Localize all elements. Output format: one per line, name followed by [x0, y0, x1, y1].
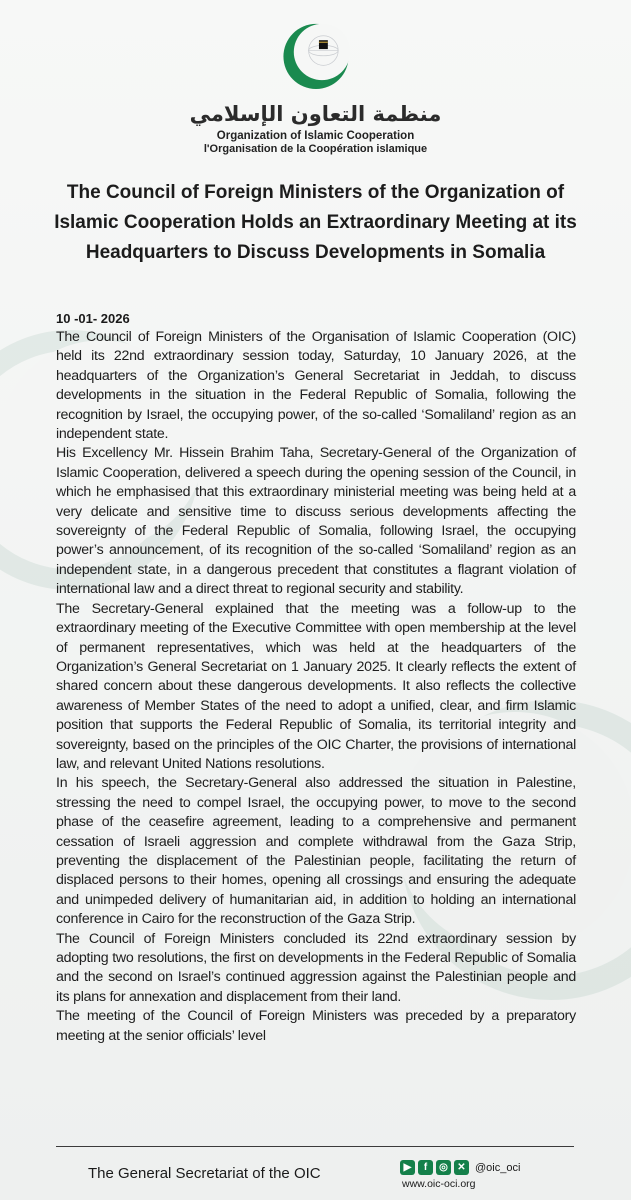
footer-secretariat: The General Secretariat of the OIC: [88, 1165, 321, 1182]
footer-divider: [56, 1146, 574, 1147]
paragraph-3: The Secretary-General explained that the meeting was a follow-up to the extraordinary meeting of the Executive Committee with open membership at the level of permanent representatives, which was held at the headquarters of the Organization’s General Secretariat on 1 January 2025. It clearly reflects the extent of shared concern about these dangerous developments. It also reflects the collective awareness of Member States of the need to adopt a unified, clear, and firm Islamic position that supports the Federal Republic of Somalia, its territorial integrity and sovereignty, based on the principles of the OIC Charter, the provisions of international law, and relevant United Nations resolutions.: [56, 600, 576, 772]
paragraph-1: The Council of Foreign Ministers of the Organisation of Islamic Cooperation (OIC) held its 22nd extraordinary session today, Saturday, 10 January 2026, at the headquarters of the Organization’s General Secretariat in Jeddah, to discuss developments in the situation in the Federal Republic of Somalia, following the recognition by Israel, the occupying power, of the so-called ‘Somaliland’ region as an independent state.: [56, 329, 576, 443]
youtube-icon[interactable]: ▶: [400, 1160, 415, 1175]
press-release-title: The Council of Foreign Ministers of the Organization of Islamic Cooperation Holds an Extraordinary Meeting at its Headquarters to Discuss Developments in Somalia: [54, 182, 577, 263]
instagram-icon[interactable]: ◎: [436, 1160, 451, 1175]
release-date: 10 -01- 2026: [56, 311, 130, 326]
facebook-icon[interactable]: f: [418, 1160, 433, 1175]
paragraph-2: His Excellency Mr. Hissein Brahim Taha, Secretary-General of the Organization of Islamic Cooperation, delivered a speech during the opening session of the Council, in which he emphasised that this extraordinary ministerial meeting was being held at a very delicate and sensitive time to discuss serious developments affecting the sovereignty of the Federal Republic of Somalia, following Israel, the occupying power’s announcement, of its recognition of the so-called ‘Somaliland’ region as an independent state, in a dangerous precedent that constitutes a flagrant violation of international law and a direct threat to regional security and stability.: [56, 445, 576, 598]
oic-logo-icon: [279, 18, 353, 92]
paragraph-6: The meeting of the Council of Foreign Ministers was preceded by a preparatory meeting at the senior officials’ level: [56, 1008, 576, 1044]
header: [0, 18, 631, 155]
org-name-english: Organization of Islamic Cooperation: [216, 130, 415, 142]
website-link[interactable]: www.oic-oci.org: [402, 1178, 476, 1190]
press-release-body: [56, 309, 576, 1046]
org-name-arabic: منظمة التعاون الإسلامي: [189, 102, 442, 126]
x-icon[interactable]: ✕: [454, 1160, 469, 1175]
org-name-french: l'Organisation de la Coopération islamique: [203, 143, 428, 155]
paragraph-4: In his speech, the Secretary-General also addressed the situation in Palestine, stressing the need to compel Israel, the occupying power, to move to the second phase of the ceasefire agreement, leading to a comprehensive and permanent cessation of Israeli aggression and complete withdrawal from the Gaza Strip, preventing the displacement of the Palestinian people, facilitating the return of displaced persons to their homes, opening all crossings and ensuring the adequate and unimpeded delivery of humanitarian aid, in addition to holding an international conference in Cairo for the reconstruction of the Gaza Strip.: [56, 775, 576, 928]
social-handle[interactable]: @oic_oci: [475, 1161, 521, 1174]
social-links: [400, 1160, 520, 1190]
paragraph-5: The Council of Foreign Ministers concluded its 22nd extraordinary session by adopting two resolutions, the first on developments in the Federal Republic of Somalia and the second on Israel’s continued aggression against the Palestinian people and its plans for annexation and displacement from their land.: [56, 930, 576, 1005]
